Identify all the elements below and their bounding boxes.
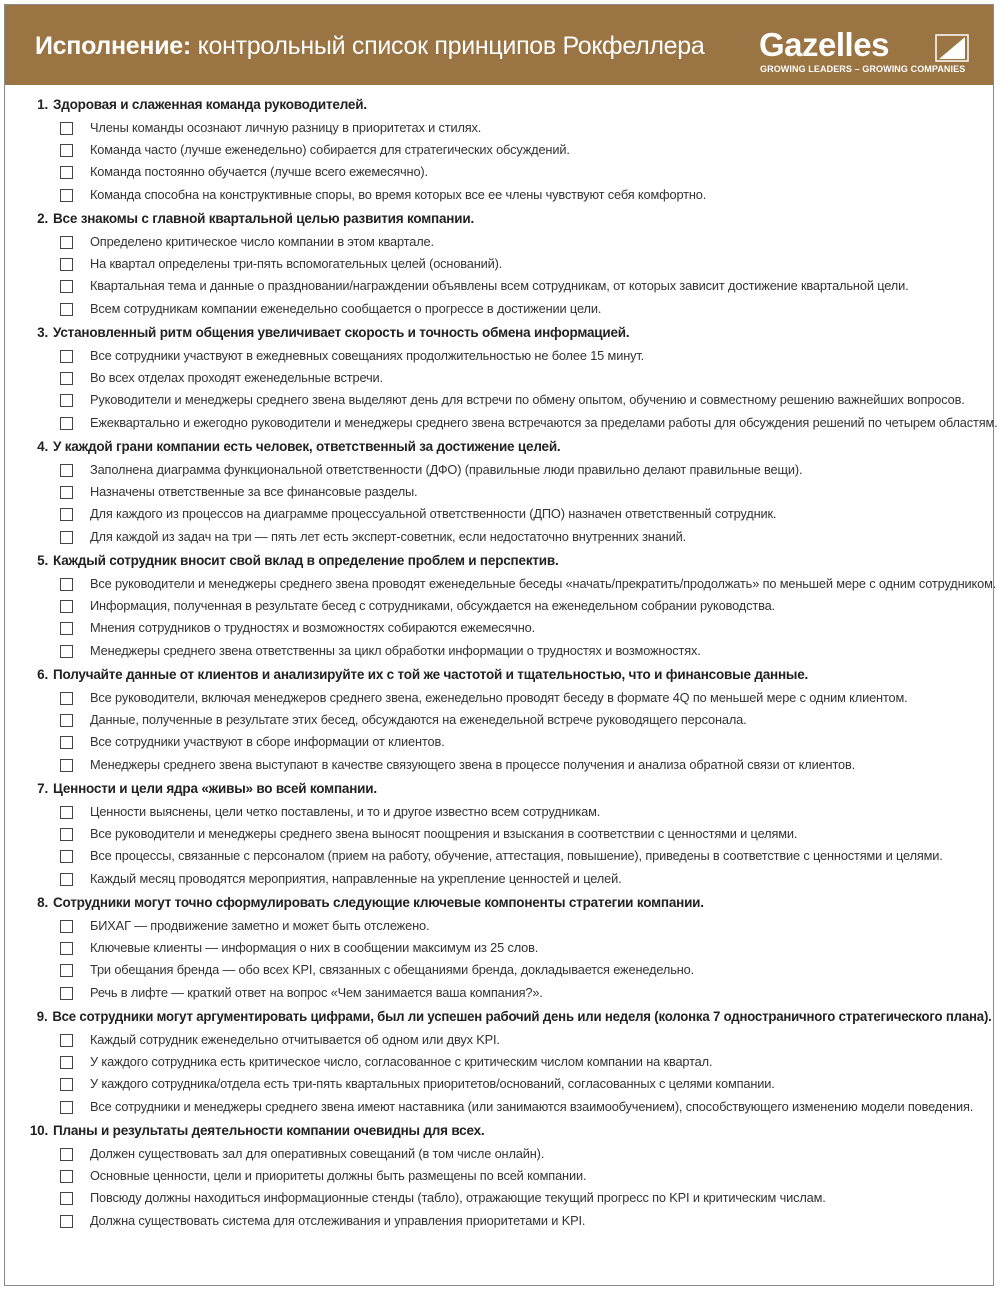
checklist-item-text: Речь в лифте — краткий ответ на вопрос «Чем занимается ваша компания?». (90, 985, 543, 1000)
section-title (22, 211, 474, 226)
section-title-text: Сотрудники могут точно сформулировать следующие ключевые компоненты стратегии компании. (53, 895, 704, 910)
checklist-item-text: Во всех отделах проходят еженедельные встречи. (90, 370, 383, 385)
checklist-section (0, 553, 1000, 667)
section-title-text: У каждой грани компании есть человек, ответственный за достижение целей. (53, 439, 561, 454)
checklist-item-text: Члены команды осознают личную разницу в приоритетах и стилях. (90, 120, 482, 135)
checklist-item-text: Ежеквартально и ежегодно руководители и менеджеры среднего звена встречаются за пределами работы для обсуждения решений по четырем областям. (90, 415, 998, 430)
checkbox[interactable] (60, 806, 73, 819)
checklist-item-text: Команда часто (лучше еженедельно) собирается для стратегических обсуждений. (90, 142, 570, 157)
checkbox[interactable] (60, 166, 73, 179)
checklist-section (0, 667, 1000, 781)
checkbox[interactable] (60, 942, 73, 955)
checklist-item-text: Квартальная тема и данные о праздновании/награждении объявлены всем сотрудникам, от которых зависит достижение квартальной цели. (90, 278, 909, 293)
checklist-item-text: Ключевые клиенты — информация о них в сообщении максимум из 25 слов. (90, 940, 539, 955)
checkbox[interactable] (60, 464, 73, 477)
section-title (22, 553, 559, 568)
checkbox[interactable] (60, 920, 73, 933)
section-title (22, 439, 560, 454)
gazelle-mark-icon (935, 34, 969, 62)
checkbox[interactable] (60, 578, 73, 591)
checklist-item-text: У каждого сотрудника есть критическое число, согласованное с критическим числом компании на квартал. (90, 1054, 713, 1069)
section-title (22, 1123, 484, 1138)
checklist-item-text: Три обещания бренда — обо всех KPI, связанных с обещаниями бренда, докладывается еженедельно. (90, 962, 695, 977)
checkbox[interactable] (60, 122, 73, 135)
checklist-item-text: Для каждого из процессов на диаграмме процессуальной ответственности (ДПО) назначен ответственный сотрудник. (90, 506, 777, 521)
checkbox[interactable] (60, 828, 73, 841)
checkbox[interactable] (60, 1101, 73, 1114)
section-number: 4. (37, 439, 48, 454)
checklist-item-text: Повсюду должны находиться информационные стенды (табло), отражающие текущий прогресс по KPI и критическим числам. (90, 1190, 826, 1205)
checklist-item-text: Каждый сотрудник еженедельно отчитывается об одном или двух KPI. (90, 1032, 500, 1047)
checklist-item-text: Все руководители и менеджеры среднего звена выносят поощрения и взыскания в соответствии с ценностями и целями. (90, 826, 798, 841)
checkbox[interactable] (60, 280, 73, 293)
section-number: 6. (37, 667, 48, 682)
section-title (22, 325, 629, 340)
checklist-item-text: Информация, полученная в результате бесед с сотрудниками, обсуждается на еженедельном собрании руководства. (90, 598, 775, 613)
checkbox[interactable] (60, 394, 73, 407)
checklist-item-text: Данные, полученные в результате этих бесед, обсуждаются на еженедельной встрече руководящего персонала. (90, 712, 747, 727)
checkbox[interactable] (60, 1215, 73, 1228)
checklist-item-text: Мнения сотрудников о трудностях и возможностях собираются ежемесячно. (90, 620, 535, 635)
section-number: 1. (37, 97, 48, 112)
checklist-item-text: Все руководители, включая менеджеров среднего звена, еженедельно проводят беседу в формате 4Q по меньшей мере с одним клиентом. (90, 690, 908, 705)
checkbox[interactable] (60, 1056, 73, 1069)
checkbox[interactable] (60, 714, 73, 727)
checklist-item-text: Команда способна на конструктивные споры, во время которых все ее члены чувствуют себя комфортно. (90, 187, 707, 202)
title-bold: Исполнение: (35, 32, 191, 60)
checkbox[interactable] (60, 987, 73, 1000)
checklist-section (0, 1009, 1000, 1123)
checkbox[interactable] (60, 531, 73, 544)
section-title-text: Получайте данные от клиентов и анализируйте их с той же частотой и тщательностью, что и финансовые данные. (53, 667, 809, 682)
checklist-item-text: Для каждой из задач на три — пять лет есть эксперт-советник, если недостаточно внутренних знаний. (90, 529, 687, 544)
checklist-item-text: На квартал определены три-пять вспомогательных целей (оснований). (90, 256, 503, 271)
checkbox[interactable] (60, 873, 73, 886)
checklist-item-text: Каждый месяц проводятся мероприятия, направленные на укрепление ценностей и целей. (90, 871, 622, 886)
checklist-section (0, 211, 1000, 325)
checkbox[interactable] (60, 372, 73, 385)
gazelles-logo (759, 27, 973, 77)
checklist-item-text: Всем сотрудникам компании еженедельно сообщается о прогрессе в достижении цели. (90, 301, 602, 316)
title-rest: контрольный список принципов Рокфеллера (197, 32, 705, 60)
section-number: 2. (37, 211, 48, 226)
checkbox[interactable] (60, 736, 73, 749)
checkbox[interactable] (60, 1034, 73, 1047)
checkbox[interactable] (60, 759, 73, 772)
checkbox[interactable] (60, 486, 73, 499)
checklist-item-text: Все сотрудники участвуют в сборе информации от клиентов. (90, 734, 445, 749)
section-number: 7. (37, 781, 48, 796)
section-title-text: Планы и результаты деятельности компании очевидны для всех. (53, 1123, 485, 1138)
section-number: 5. (37, 553, 48, 568)
section-title-text: Здоровая и слаженная команда руководителей. (53, 97, 367, 112)
checkbox[interactable] (60, 350, 73, 363)
checklist-item-text: Руководители и менеджеры среднего звена выделяют день для встречи по обмену опытом, обучению и совместному решению важнейших вопросов. (90, 392, 965, 407)
checkbox[interactable] (60, 144, 73, 157)
checkbox[interactable] (60, 258, 73, 271)
checklist-section (0, 439, 1000, 553)
checklist-item-text: Все сотрудники и менеджеры среднего звена имеют наставника (или занимаются взаимообучением), способствующего изменению модели поведения. (90, 1099, 974, 1114)
checkbox[interactable] (60, 600, 73, 613)
checklist-item-text: Все сотрудники участвуют в ежедневных совещаниях продолжительностью не более 15 минут. (90, 348, 645, 363)
checklist-item-text: Менеджеры среднего звена ответственны за цикл обработки информации о трудностях и возможностях. (90, 643, 701, 658)
checkbox[interactable] (60, 236, 73, 249)
checklist (0, 97, 1000, 1237)
section-title (22, 781, 377, 796)
checklist-section (0, 781, 1000, 895)
checkbox[interactable] (60, 1148, 73, 1161)
section-title-text: Установленный ритм общения увеличивает скорость и точность обмена информацией. (53, 325, 630, 340)
checklist-item-text: Все процессы, связанные с персоналом (прием на работу, обучение, аттестация, повышение), приведены в соответствие с ценностями и целями. (90, 848, 943, 863)
checkbox[interactable] (60, 645, 73, 658)
checklist-section (0, 1123, 1000, 1237)
checklist-item-text: Должен существовать зал для оперативных совещаний (в том числе онлайн). (90, 1146, 545, 1161)
section-number: 3. (37, 325, 48, 340)
checkbox[interactable] (60, 964, 73, 977)
checkbox[interactable] (60, 1192, 73, 1205)
logo-word: Gazelles (759, 26, 889, 63)
checkbox[interactable] (60, 303, 73, 316)
section-title-text: Ценности и цели ядра «живы» во всей компании. (53, 781, 377, 796)
checklist-item-text: У каждого сотрудника/отдела есть три-пять квартальных приоритетов/оснований, согласованных с целями компании. (90, 1076, 775, 1091)
checkbox[interactable] (60, 417, 73, 430)
page-title (35, 32, 704, 61)
checkbox[interactable] (60, 508, 73, 521)
checklist-item-text: Заполнена диаграмма функциональной ответственности (ДФО) (правильные люди правильно делают правильные вещи). (90, 462, 803, 477)
checklist-section (0, 97, 1000, 211)
checklist-item-text: Назначены ответственные за все финансовые разделы. (90, 484, 418, 499)
section-title (22, 97, 367, 112)
checkbox[interactable] (60, 1170, 73, 1183)
section-title (22, 1009, 992, 1024)
checklist-item-text: БИХАГ — продвижение заметно и может быть отслежено. (90, 918, 430, 933)
section-title-text: Каждый сотрудник вносит свой вклад в определение проблем и перспектив. (53, 553, 559, 568)
section-number: 9. (36, 1009, 48, 1024)
checkbox[interactable] (60, 1078, 73, 1091)
section-title (22, 895, 704, 910)
checkbox[interactable] (60, 850, 73, 863)
checklist-item-text: Менеджеры среднего звена выступают в качестве связующего звена в процессе получения и анализа обратной связи от клиентов. (90, 757, 856, 772)
checklist-item-text: Ценности выяснены, цели четко поставлены, и то и другое известно всем сотрудникам. (90, 804, 601, 819)
checklist-section (0, 325, 1000, 439)
checklist-item-text: Определено критическое число компании в этом квартале. (90, 234, 434, 249)
checklist-item-text: Команда постоянно обучается (лучше всего ежемесячно). (90, 164, 428, 179)
checkbox[interactable] (60, 189, 73, 202)
checklist-item-text: Все руководители и менеджеры среднего звена проводят еженедельные беседы «начать/прекратить/продолжать» по меньшей мере с одним сотрудником. (90, 576, 997, 591)
logo-tagline: GROWING LEADERS – GROWING COMPANIES (760, 64, 966, 74)
checklist-item-text: Основные ценности, цели и приоритеты должны быть размещены по всей компании. (90, 1168, 587, 1183)
section-title-text: Все сотрудники могут аргументировать цифрами, был ли успешен рабочий день или неделя (колонка 7 одностраничного стратегического плана). (52, 1009, 992, 1024)
section-number: 10. (29, 1123, 48, 1138)
checkbox[interactable] (60, 622, 73, 635)
header-banner (5, 5, 993, 85)
checklist-section (0, 895, 1000, 1009)
checkbox[interactable] (60, 692, 73, 705)
checklist-item-text: Должна существовать система для отслеживания и управления приоритетами и KPI. (90, 1213, 586, 1228)
section-number: 8. (37, 895, 48, 910)
section-title-text: Все знакомы с главной квартальной целью развития компании. (53, 211, 475, 226)
section-title (22, 667, 808, 682)
